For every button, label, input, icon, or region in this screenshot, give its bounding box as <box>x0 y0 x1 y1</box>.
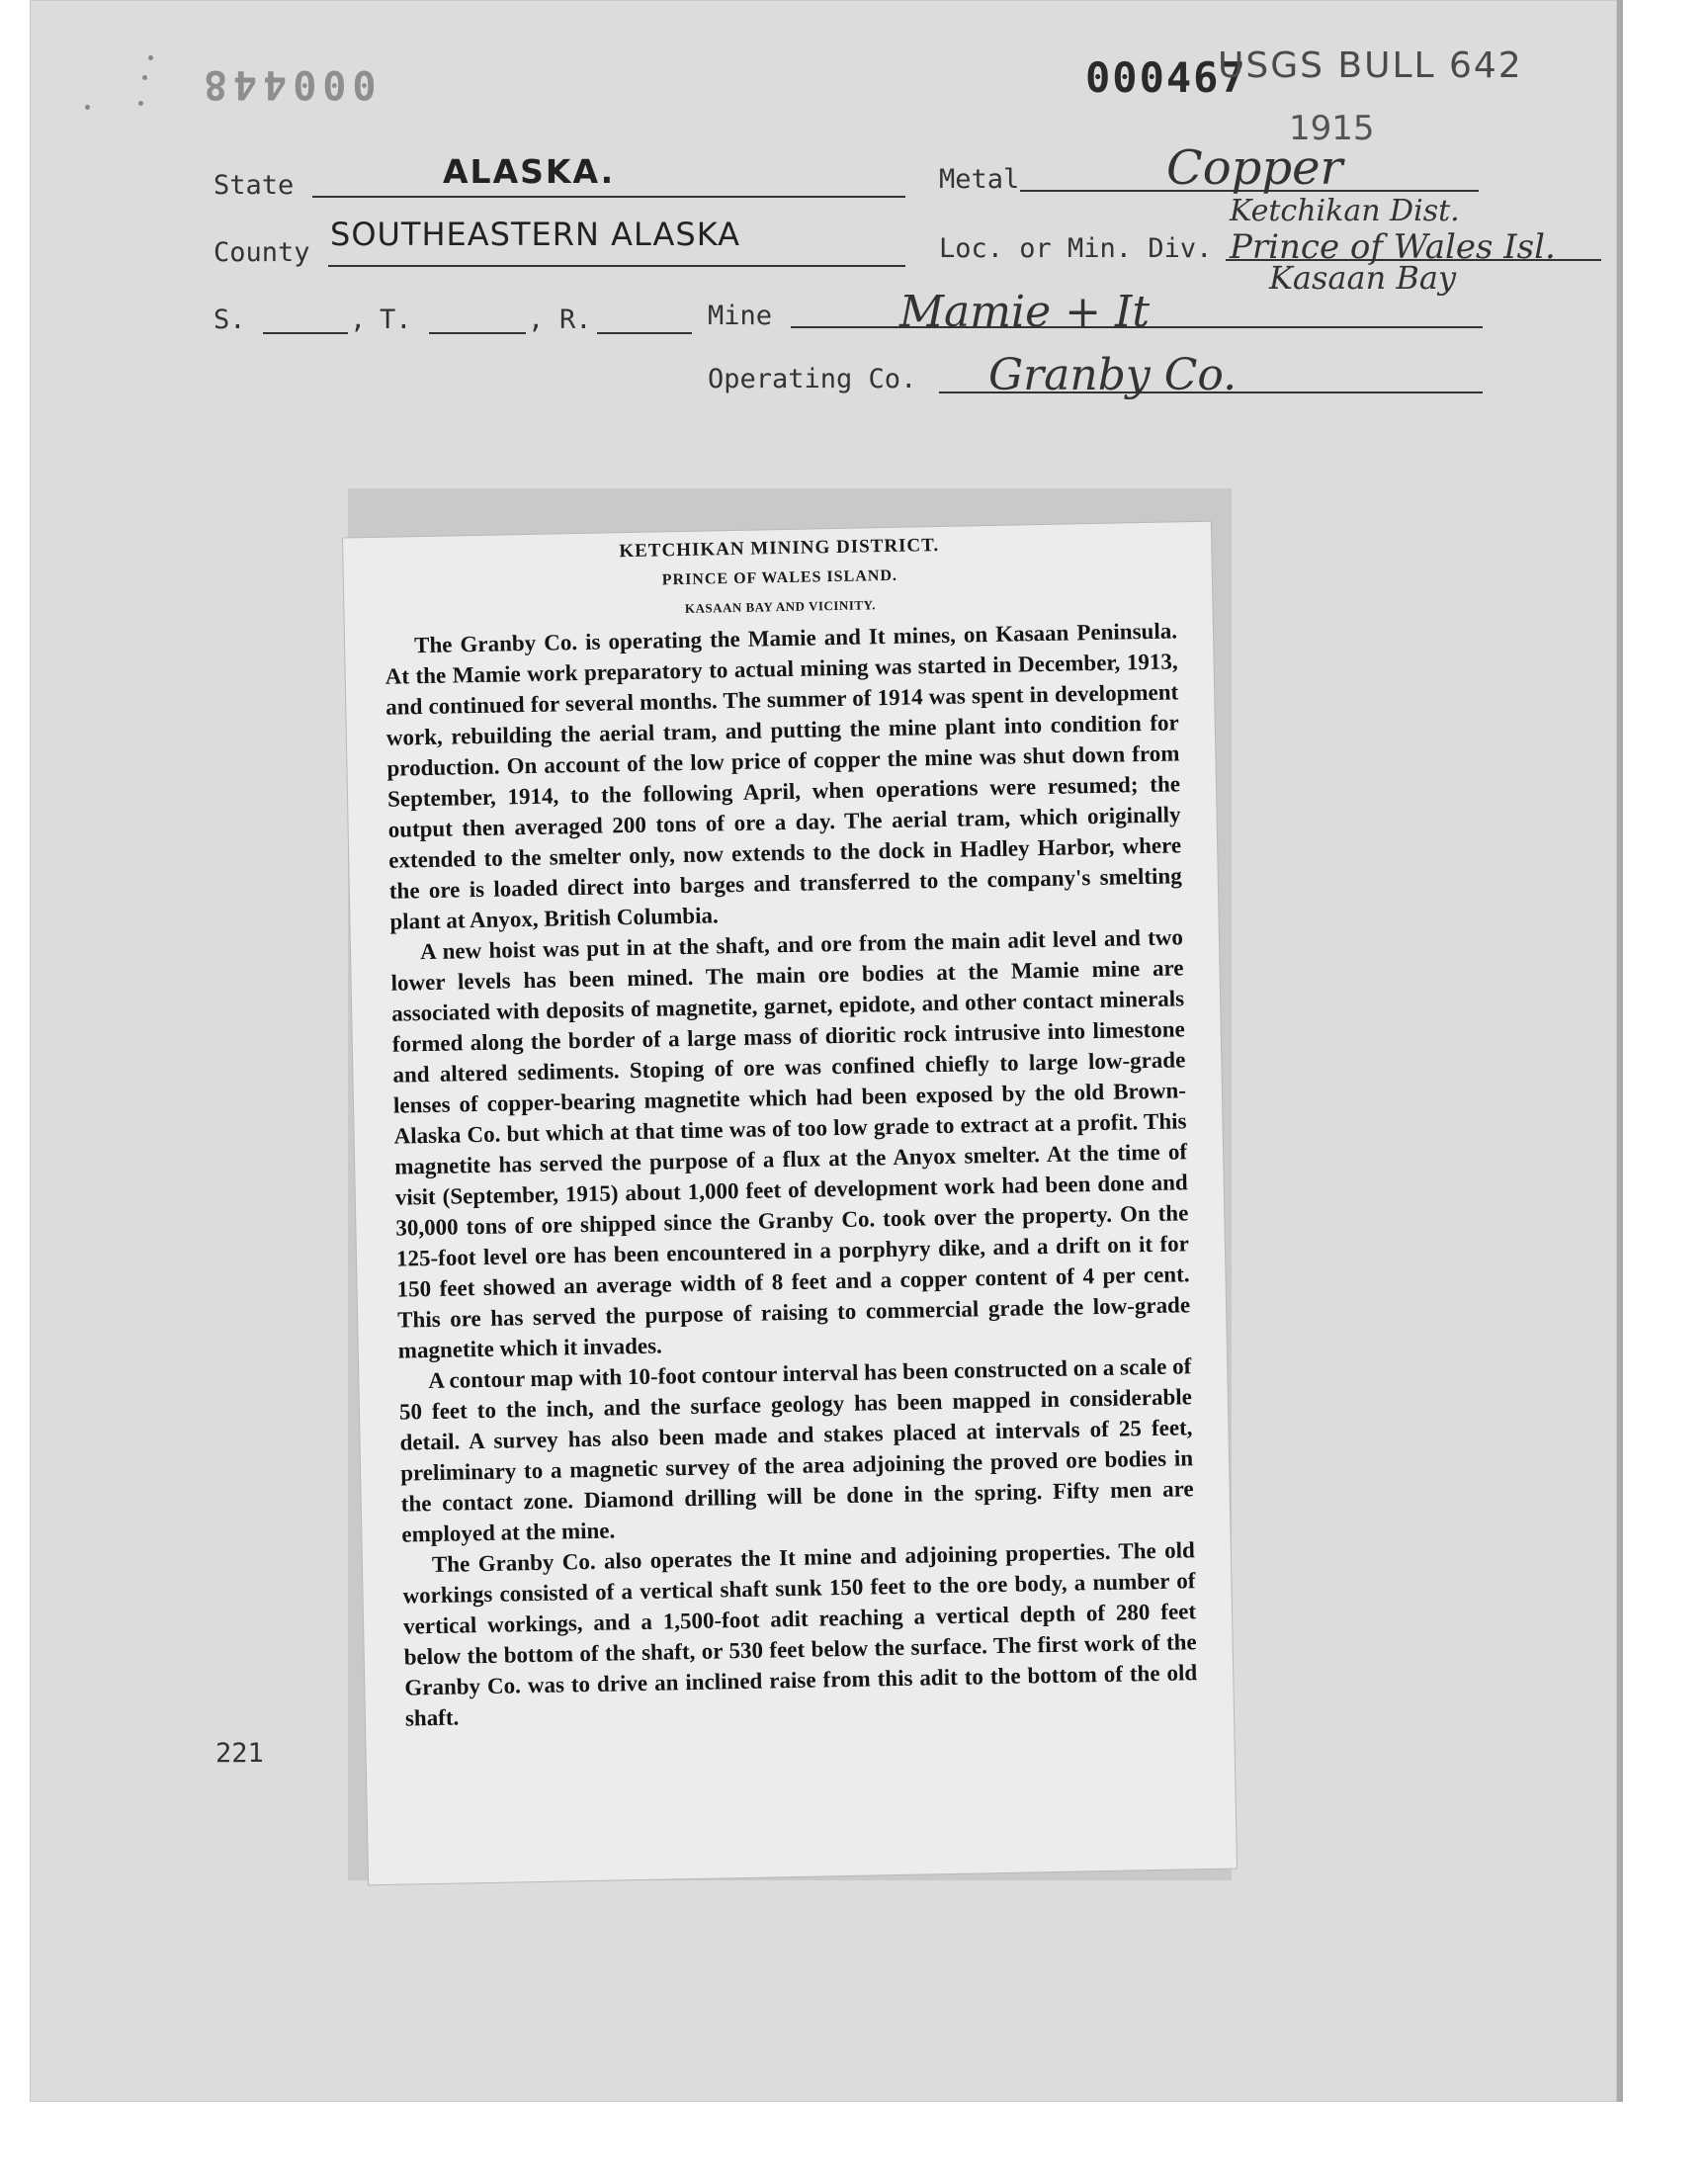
range-line <box>597 332 692 334</box>
punch-mark <box>142 75 147 80</box>
clipping-paragraph: A contour map with 10-foot contour interval has been constructed on a scale of 50 feet to the inch, and the surface geology has been mapped in considerable detail. A survey has also been made and stakes placed at intervals of 25 feet, preliminary to a magnetic survey of the area adjoining the proved ore bodies in the contact zone. Diamond drilling will be done in the spring. Fifty men are employed at the mine. <box>398 1353 1194 1547</box>
serial-stamp-left: 000448 <box>198 61 377 107</box>
clipping-paragraph: The Granby Co. is operating the Mamie and It mines, on Kasaan Peninsula. At the Mamie work preparatory to actual mining was started in December, 1913, and continued for several months. The summer of 1914 was spent in development work, rebuilding the aerial tram, and putting the mine plant into condition for production. On account of the low price of copper the mine was shut down from September, 1914, to the following April, when operations were resumed; the output then averaged 200 tons of ore a day. The aerial tram, which originally extended to the smelter only, now extends to the dock in Hadley Harbor, where the ore is loaded direct into barges and transferred to the company's smelting plant at Anyox, British Columbia. <box>384 618 1182 934</box>
metal-value: Copper <box>1166 140 1343 196</box>
county-value: SOUTHEASTERN ALASKA <box>330 216 741 253</box>
page-number: 221 <box>215 1738 264 1769</box>
metal-label: Metal <box>939 164 1020 195</box>
location-value-line2: Prince of Wales Isl. <box>1230 227 1556 267</box>
comma-2: , <box>528 304 545 335</box>
section-label: S. <box>214 304 246 335</box>
punch-mark <box>85 105 90 110</box>
punch-mark <box>138 101 143 106</box>
clipping-text <box>383 522 1198 1733</box>
range-label: R. <box>559 304 592 335</box>
state-value: ALASKA. <box>443 152 616 191</box>
township-line <box>429 332 526 334</box>
bulletin-clipping <box>343 522 1237 1885</box>
operating-label: Operating Co. <box>708 364 917 394</box>
township-label: T. <box>380 304 412 335</box>
state-line <box>312 196 905 198</box>
reference-stamp: USGS BULL 642 <box>1218 45 1523 86</box>
punch-mark <box>148 55 153 60</box>
clipping-heading-district: KETCHIKAN MINING DISTRICT. <box>619 534 940 563</box>
clipping-paragraph: The Granby Co. also operates the It mine and adjoining properties. The old workings consisted of a vertical shaft sunk 150 feet to the ore body, a number of vertical workings, and a 1,500-foot adit reaching a vertical depth of 280 feet below the bottom of the shaft, or 530 feet below the surface. The first work of the Granby Co. was to drive an inclined raise from this adit to the bottom of the old shaft. <box>402 1537 1198 1731</box>
county-label: County <box>214 237 310 268</box>
state-label: State <box>214 170 295 201</box>
serial-stamp-right: 000467 <box>1085 53 1247 102</box>
operating-value: Granby Co. <box>988 350 1238 400</box>
clipping-paragraph: A new hoist was put in at the shaft, and ore from the main adit level and two lower levels has been mined. The main ore bodies at the Mamie mine are associated with deposits of magnetite, garnet, epidote, and other contact minerals formed along the border of a large mass of dioritic rock intrusive into limestone and altered sediments. Stoping of ore was confined chiefly to large low-grade lenses of copper-bearing magnetite which had been exposed by the old Brown-Alaska Co. but which at that time was of too low grade to extract at a profit. This magnetite has served the purpose of a flux at the Anyox smelter. At the time of visit (September, 1915) about 1,000 feet of development work had been done and 30,000 tons of ore shipped since the Granby Co. took over the property. On the 125-foot level ore has been encountered in a porphyry dike, and a drift on it for 150 feet showed an average width of 8 feet and a copper content of 4 per cent. This ore has served the purpose of raising to commercial grade the low-grade magnetite which it invades. <box>390 924 1191 1363</box>
clipping-heading-vicinity: KASAAN BAY AND VICINITY. <box>684 597 877 616</box>
comma-1: , <box>350 304 367 335</box>
card-edge <box>1617 0 1623 2102</box>
location-value-line1: Ketchikan Dist. <box>1230 194 1460 228</box>
mine-value: Mamie + It <box>899 287 1151 337</box>
location-label: Loc. or Min. Div. <box>939 233 1213 264</box>
year-stamp: 1915 <box>1289 109 1375 148</box>
clipping-heading-island: PRINCE OF WALES ISLAND. <box>661 566 898 589</box>
section-line <box>263 332 348 334</box>
county-line <box>328 265 905 267</box>
mine-label: Mine <box>708 301 773 331</box>
location-value-line3: Kasaan Bay <box>1269 259 1457 297</box>
